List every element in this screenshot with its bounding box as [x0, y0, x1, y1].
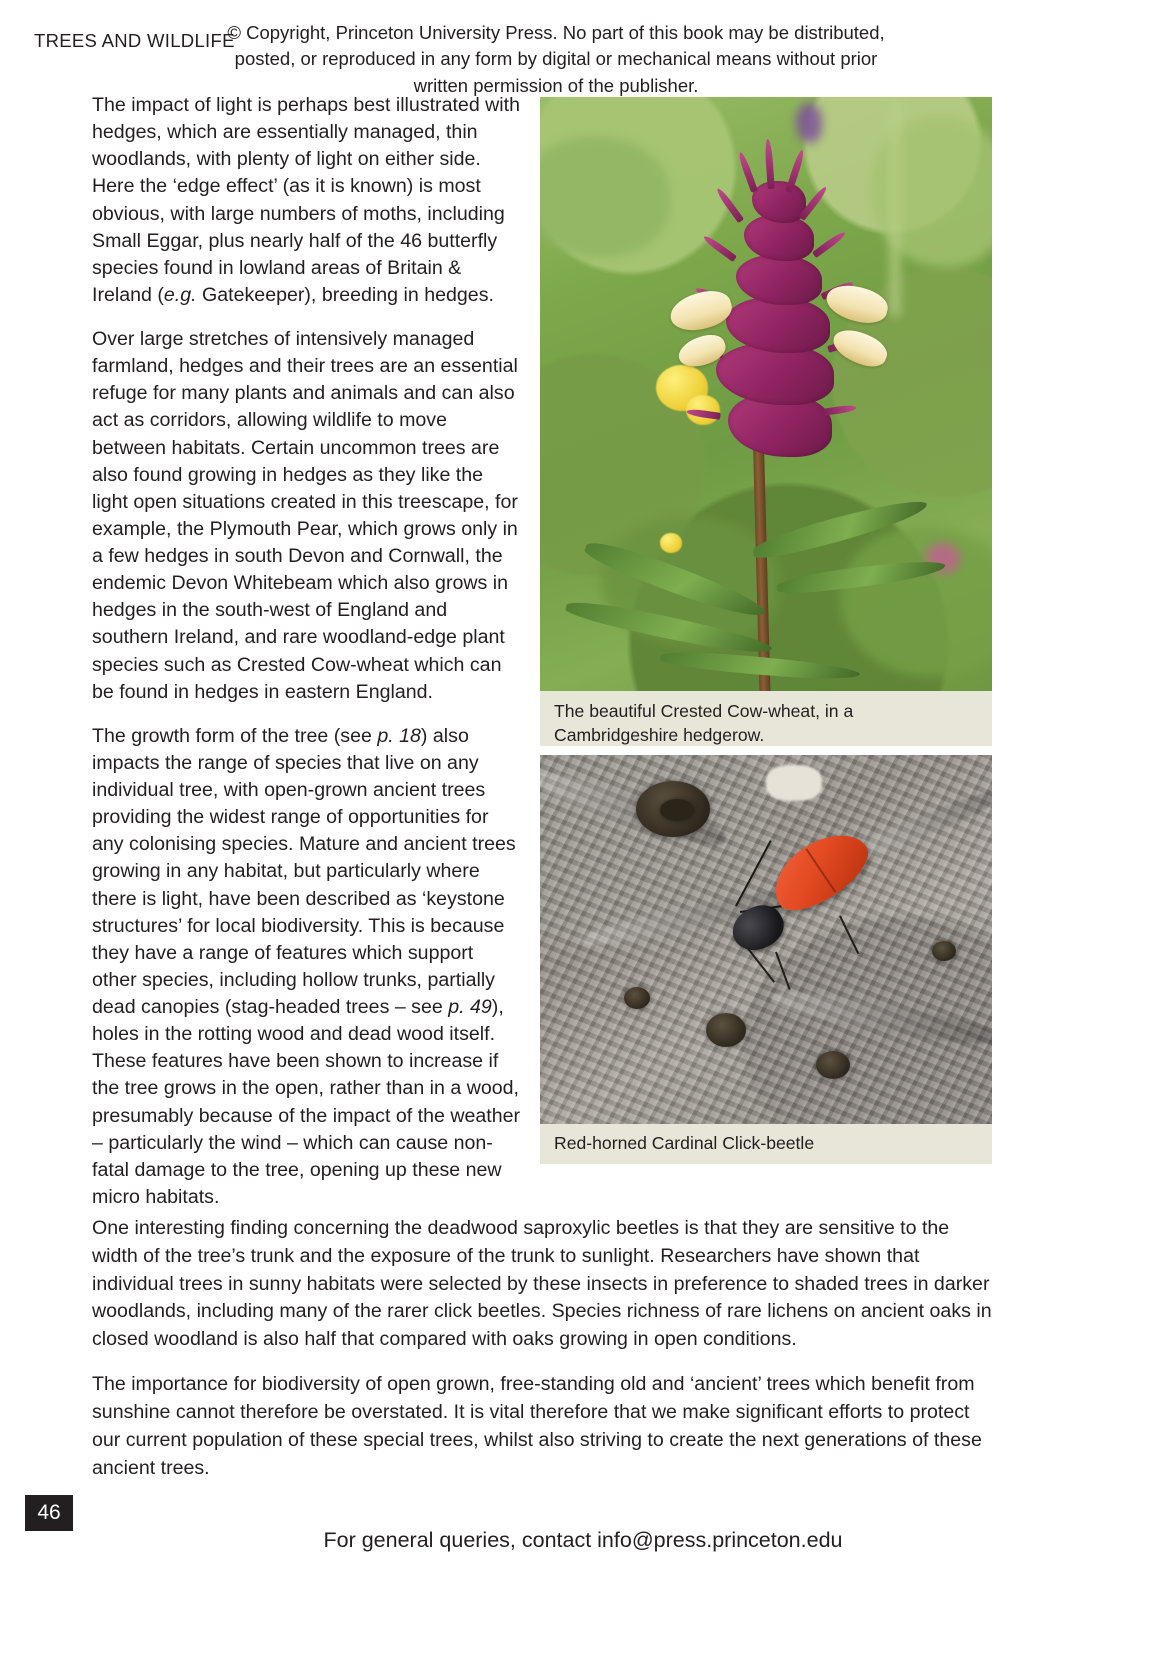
bark-hole — [816, 1051, 850, 1079]
figure-click-beetle — [540, 755, 992, 1164]
paragraph-5: The importance for biodiversity of open grown, free-standing old and ‘ancient’ trees which benefit from sunshine cannot therefore be overstated. It is vital therefore that we make significant efforts to protect our current population of these special trees, whilst also striving to create the next generations of these ancient trees. — [92, 1373, 982, 1479]
figure-caption: Red-horned Cardinal Click-beetle — [540, 1124, 992, 1164]
paragraph-3: The growth form of the tree (see p. 18) also impacts the range of species that live on any individual tree, with open-grown ancient trees providing the widest range of opportunities for any colonising species. Mature and ancient trees growing in any habitat, but particularly where there is light, have been described as ‘keystone structures’ for local biodiversity. This is because they have a range of features which support other species, including hollow trunks, partially dead canopies (stag-headed trees – see p. 49), holes in the rotting wood and dead wood itself. These features have been shown to increase if the tree grows in the open, rather than in a wood, presumably because of the impact of the weather – particularly the wind – which can cause non-fatal damage to the tree, opening up these new micro habitats. — [92, 724, 521, 1208]
figure-caption: The beautiful Crested Cow-wheat, in a Cambridgeshire hedgerow. — [540, 691, 992, 746]
paragraph-1: The impact of light is perhaps best illustrated with hedges, which are essentially managed, thin woodlands, with plenty of light on either side. Here the ‘edge effect’ (as it is known) is most obvious, with large numbers of moths, including Small Eggar, plus nearly half of the 46 butterfly species found in lowland areas of Britain & Ireland (e.g. Gatekeeper), breeding in hedges. — [92, 94, 521, 306]
bark-hole — [706, 1013, 746, 1047]
paragraph-4: One interesting finding concerning the deadwood saproxylic beetles is that they are sensitive to the width of the tree’s trunk and the exposure of the trunk to sunlight. Researchers have shown that individual trees in sunny habitats were selected by these insects in preference to shaded trees in darker woodlands, including many of the rarer click beetles. Species richness of rare lichens on ancient oaks in closed woodland is also half that compared with oaks growing in open conditions. — [92, 1217, 992, 1351]
running-head: TREES AND WILDLIFE — [34, 30, 235, 51]
background-purple-flower — [796, 103, 822, 143]
left-text-column — [92, 92, 522, 1228]
figure-crested-cow-wheat — [540, 97, 992, 746]
background-foliage — [540, 137, 670, 257]
copyright-notice: © Copyright, Princeton University Press. No part of this book may be distributed, posted, or reproduced in any form by digital or mechanical means without prior written permission of the publisher. — [227, 22, 885, 96]
footer-note: For general queries, contact info@press.princeton.edu — [323, 1528, 843, 1552]
bark-hole — [660, 799, 694, 821]
paragraph-2: Over large stretches of intensively managed farmland, hedges and their trees are an essential refuge for many plants and animals and can also act as corridors, allowing wildlife to move between habitats. Certain uncommon trees are also found growing in hedges as they like the light open situations created in this treescape, for example, the Plymouth Pear, which grows only in a few hedges in south Devon and Cornwall, the endemic Devon Whitebeam which also grows in hedges in the south-west of England and southern Ireland, and rare woodland-edge plant species such as Crested Cow-wheat which can be found in hedges in eastern England. — [92, 328, 518, 703]
full-width-text — [92, 1215, 992, 1499]
bark-pale-patch — [766, 765, 822, 801]
background-stem — [890, 97, 900, 317]
bark-hole — [624, 987, 650, 1009]
background-yellow-flower — [660, 533, 682, 553]
red-horned-cardinal-click-beetle-photo — [540, 755, 992, 1124]
page-number: 46 — [25, 1495, 73, 1531]
crested-cow-wheat-photo — [540, 97, 992, 691]
bark-hole — [932, 941, 956, 961]
